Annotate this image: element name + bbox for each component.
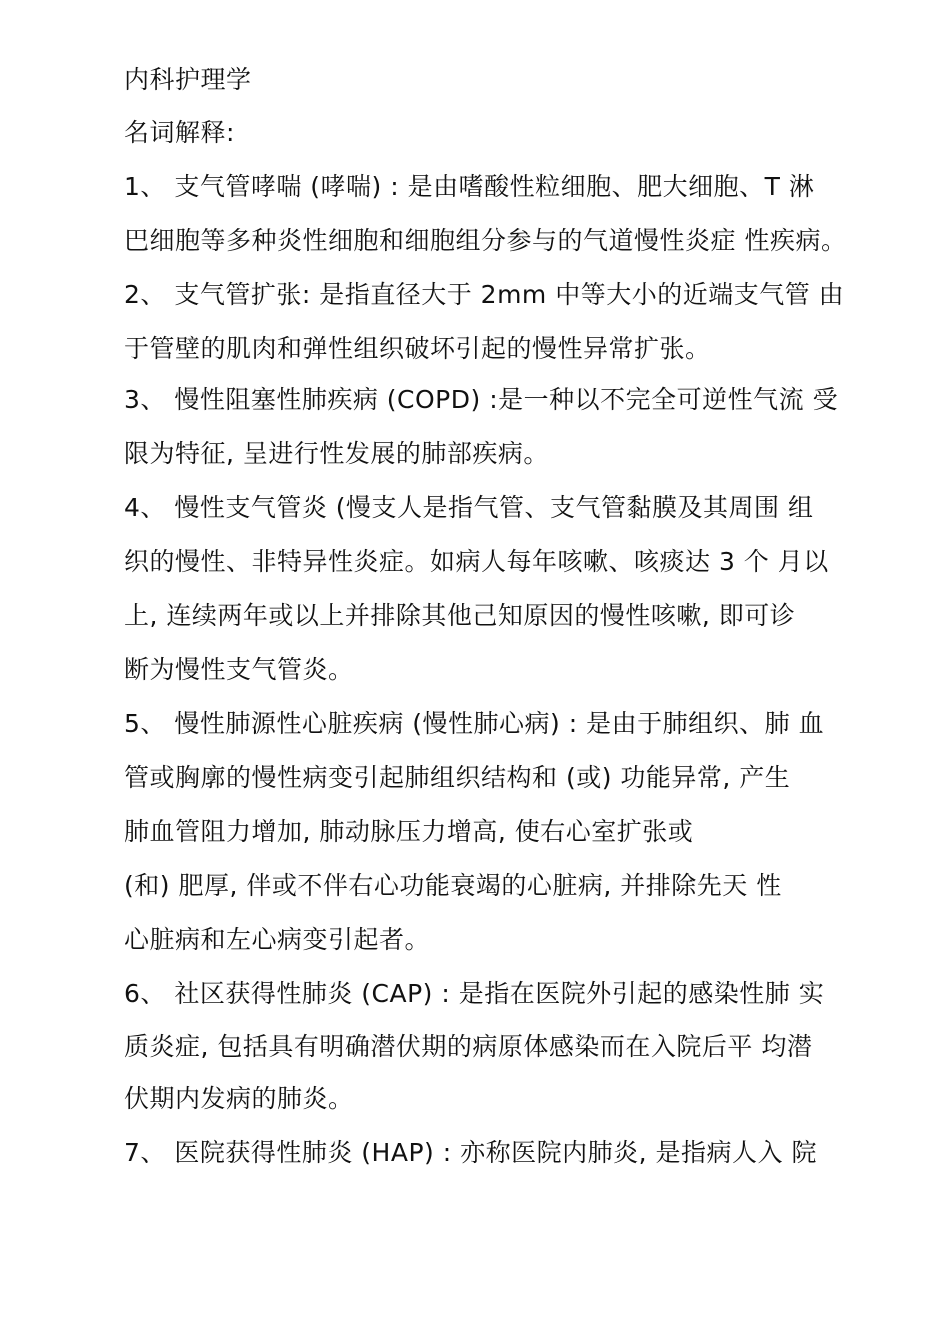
text-line: 上, 连续两年或以上并排除其他己知原因的慢性咳嗽, 即可诊 — [124, 601, 796, 630]
document-title: 内科护理学 — [124, 65, 252, 94]
text-line: 管或胸廓的慢性病变引起肺组织结构和 (或) 功能异常, 产生 — [124, 763, 791, 792]
text-line: 断为慢性支气管炎。 — [124, 655, 354, 684]
text-line: 伏期内发病的肺炎。 — [124, 1084, 354, 1113]
text-line: 7、 医院获得性肺炎 (HAP) : 亦称医院内肺炎, 是指病人入 院 — [124, 1138, 817, 1167]
text-line: 限为特征, 呈进行性发展的肺部疾病。 — [124, 439, 549, 468]
text-line: 1、 支气管哮喘 (哮喘) : 是由嗜酸性粒细胞、肥大细胞、T 淋 — [124, 172, 815, 201]
text-line: 2、 支气管扩张: 是指直径大于 2mm 中等大小的近端支气管 由 — [124, 280, 845, 309]
text-line: 质炎症, 包括具有明确潜伏期的病原体感染而在入院后平 均潜 — [124, 1032, 813, 1061]
text-line: 肺血管阻力增加, 肺动脉压力增高, 使右心室扩张或 — [124, 817, 694, 846]
text-line: 6、 社区获得性肺炎 (CAP) : 是指在医院外引起的感染性肺 实 — [124, 979, 825, 1008]
text-line: 巴细胞等多种炎性细胞和细胞组分参与的气道慢性炎症 性疾病。 — [124, 226, 847, 255]
text-line: (和) 肥厚, 伴或不伴右心功能衰竭的心脏病, 并排除先天 性 — [124, 871, 782, 900]
text-line: 于管壁的肌肉和弹性组织破坏引起的慢性异常扩张。 — [124, 334, 711, 363]
section-heading: 名词解释: — [124, 118, 235, 147]
text-line: 5、 慢性肺源性心脏疾病 (慢性肺心病) : 是由于肺组织、肺 血 — [124, 709, 825, 738]
text-line: 4、 慢性支气管炎 (慢支人是指气管、支气管黏膜及其周围 组 — [124, 493, 814, 522]
text-line: 心脏病和左心病变引起者。 — [124, 925, 431, 954]
text-line: 3、 慢性阻塞性肺疾病 (COPD) :是一种以不完全可逆性气流 受 — [124, 385, 839, 414]
text-line: 织的慢性、非特异性炎症。如病人每年咳嗽、咳痰达 3 个 月以 — [124, 547, 829, 576]
